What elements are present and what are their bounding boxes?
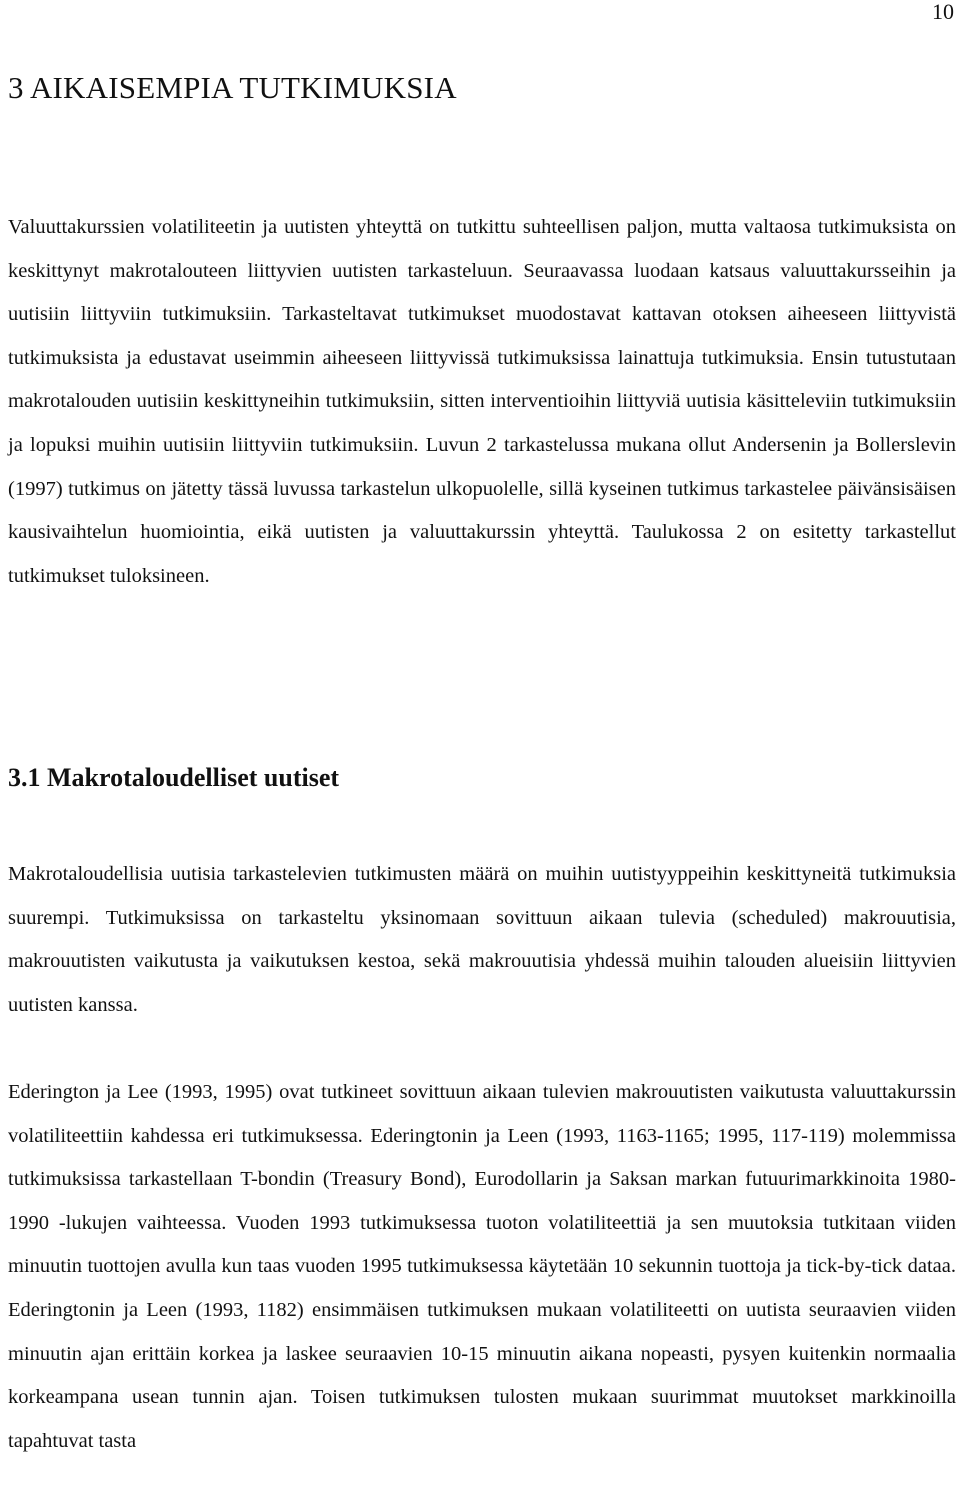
chapter-title: 3 AIKAISEMPIA TUTKIMUKSIA <box>8 70 457 105</box>
section-title: 3.1 Makrotaloudelliset uutiset <box>8 763 340 792</box>
body-paragraph: Ederington ja Lee (1993, 1995) ovat tutkineet sovittuun aikaan tulevien makrouutisten vaikutusta valuuttakurssin volatiliteettiin kahdessa eri tutkimuksessa. Ederingtonin ja Leen (1993, 1163-1165; 1995, 117-119) molemmissa tutkimuksissa tarkastellaan T-bondin (Treasury Bond), Eurodollarin ja Saksan markan futuurimarkkinoita 1980-1990 -lukujen vaihteessa. Vuoden 1993 tutkimuksessa tuoton volatiliteettiä ja sen muutoksia tutkitaan viiden minuutin tuottojen avulla kun taas vuoden 1995 tutkimuksessa käytetään 10 sekunnin tuottoja ja tick-by-tick dataa. Ederingtonin ja Leen (1993, 1182) ensimmäisen tutkimuksen mukaan volatiliteetti on uutista seuraavien viiden minuutin ajan erittäin korkea ja laskee seuraavien 10-15 minuutin aikana nopeasti, pysyen kuitenkin normaalia korkeampana usean tunnin ajan. Toisen tutkimuksen tulosten mukaan suurimmat muutokset markkinoilla tapahtuvat tasta <box>8 1081 956 1452</box>
page-number: 10 <box>932 0 954 24</box>
body-paragraph: Makrotaloudellisia uutisia tarkastelevien tutkimusten määrä on muihin uutistyyppeihin keskittyneitä tutkimuksia suurempi. Tutkimuksissa on tarkasteltu yksinomaan sovittuun aikaan tulevia (scheduled) makrouutisia, makrouutisten vaikutusta ja vaikutuksen kestoa, sekä makrouutisia yhdessä muihin talouden alueisiin liittyvien uutisten kanssa. <box>8 863 956 1016</box>
intro-paragraph: Valuuttakurssien volatiliteetin ja uutisten yhteyttä on tutkittu suhteellisen paljon, mutta valtaosa tutkimuksista on keskittynyt makrotalouteen liittyvien uutisten tarkasteluun. Seuraavassa luodaan katsaus valuuttakursseihin ja uutisiin liittyviin tutkimuksiin. Tarkasteltavat tutkimukset muodostavat kattavan otoksen aiheeseen liittyvistä tutkimuksista ja edustavat useimmin aiheeseen liittyvissä tutkimuksissa lainattuja tutkimuksia. Ensin tutustutaan makrotalouden uutisiin keskittyneihin tutkimuksiin, sitten interventioihin liittyviä uutisia käsitteleviin tutkimuksiin ja lopuksi muihin uutisiin liittyviin tutkimuksiin. Luvun 2 tarkastelussa mukana ollut Andersenin ja Bollerslevin (1997) tutkimus on jätetty tässä luvussa tarkastelun ulkopuolelle, sillä kyseinen tutkimus tarkastelee päivänsisäisen kausivaihtelun huomiointia, eikä uutisten ja valuuttakurssin yhteyttä. Taulukossa 2 on esitetty tarkastellut tutkimukset tuloksineen. <box>8 216 956 587</box>
